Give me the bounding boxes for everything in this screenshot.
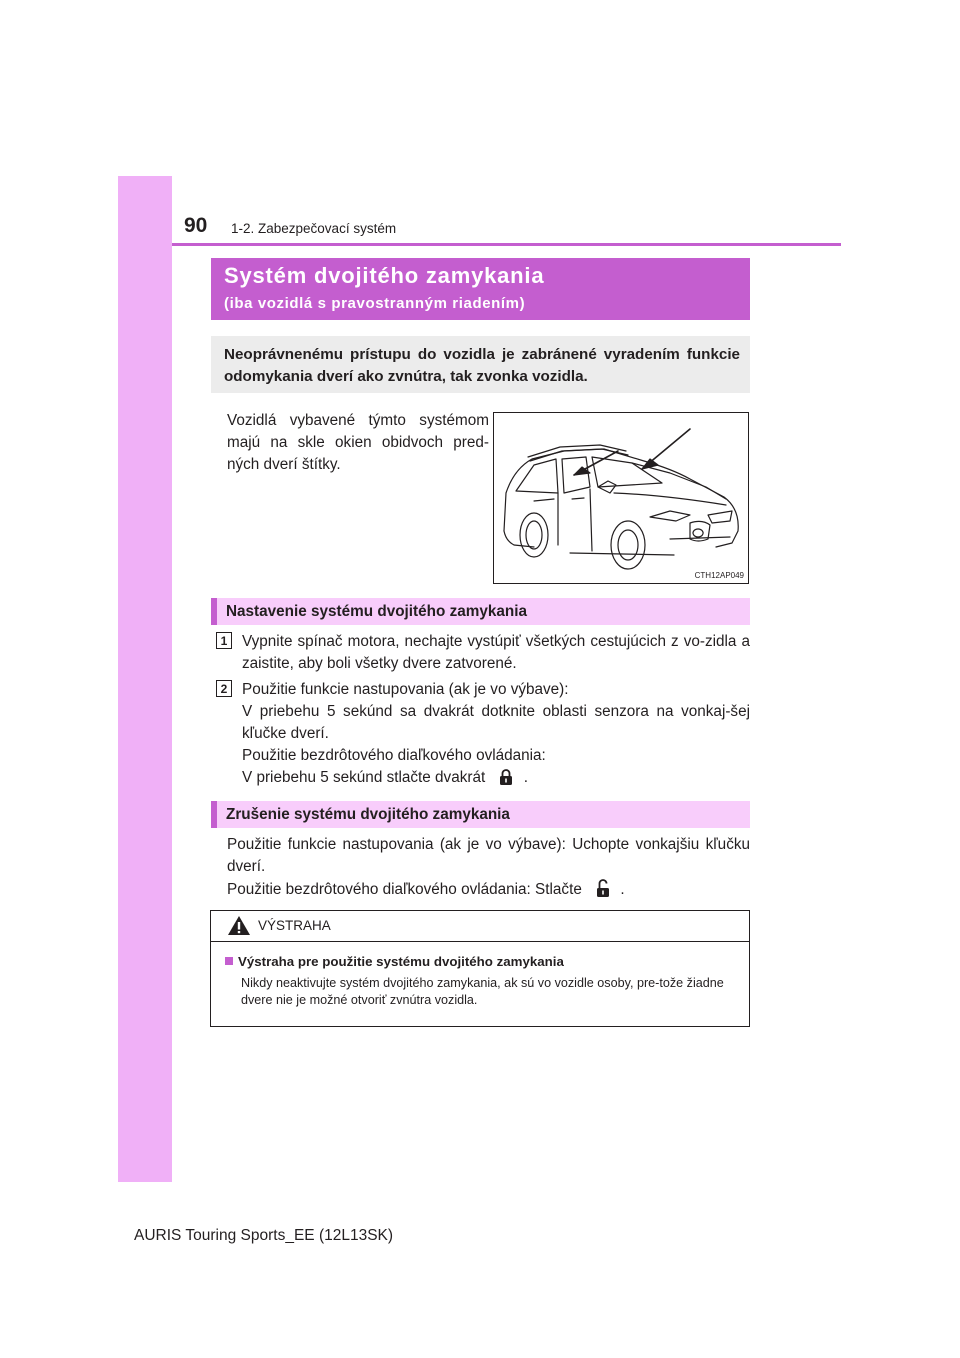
side-tab [118,176,172,1182]
warning-text: Nikdy neaktivujte systém dvojitého zamykania, ak sú vo vozidle osoby, pre-tože žiadne dvere nie je možné otvoriť zvnútra vozidla. [241,976,724,1007]
step-2-line-2: V priebehu 5 sekúnd sa dvakrát dotknite oblasti senzora na vonkaj-šej kľučke dverí. [242,703,750,742]
step-2-line-4 [242,767,750,789]
bullet-square-icon [225,957,233,965]
footer: AURIS Touring Sports_EE (12L13SK) [134,1227,394,1244]
step-2-line-1: Použitie funkcie nastupovania (ak je vo výbave): [242,681,569,698]
warning-triangle-icon [227,915,251,936]
title-box [211,258,750,320]
warning-header [211,911,749,942]
lock-open-icon [596,878,610,898]
step-number-2: 2 [216,680,232,697]
section-accent-bar [211,598,217,625]
setting-section-header [211,598,750,625]
cancel-text [227,834,750,901]
cancel-line-2-text: Použitie bezdrôtového diaľkového ovládania: Stlačte [227,881,582,898]
intro-box [211,336,750,393]
warning-box [210,910,750,1027]
lock-closed-icon [499,768,513,786]
step-2-line-4-end: . [523,769,528,786]
warning-heading [225,954,564,969]
intro-text: Neoprávnenému prístupu do vozidla je zabránené vyradením funkcie odomykania dverí ako zvnútra, tak zvonka vozidla. [224,346,740,385]
section-accent-bar [211,801,217,828]
cancel-line-2 [227,878,750,901]
step-2-line-3: Použitie bezdrôtového diaľkového ovládania: [242,747,546,764]
cancel-line-1: Použitie funkcie nastupovania (ak je vo výbave): Uchopte vonkajšiu kľučku dverí. [227,836,750,875]
vehicles-text: Vozidlá vybavené týmto systémom majú na skle okien obidvoch pred-ných dverí štítky. [227,412,489,473]
step-1-text: Vypnite spínač motora, nechajte vystúpiť všetkých cestujúcich z vo-zidla a zaistite, aby boli všetky dvere zatvorené. [242,633,750,672]
step-2-line-4-text: V priebehu 5 sekúnd stlačte dvakrát [242,769,486,786]
page-subtitle: (iba vozidlá s pravostranným riadením) [224,295,526,312]
section-header: 1-2. Zabezpečovací systém [231,221,397,236]
step-number-1: 1 [216,632,232,649]
cancel-section-title: Zrušenie systému dvojitého zamykania [226,806,510,823]
figure-code: CTH12AP049 [694,571,744,580]
cancel-line-2-end: . [620,881,625,898]
step-2-text [242,679,750,789]
warning-label: VÝSTRAHA [258,918,331,933]
car-figure [493,412,749,584]
page-number: 90 [184,214,208,237]
header-rule [172,243,841,246]
warning-heading-text: Výstraha pre použitie systému dvojitého zamykania [238,954,564,969]
car-illustration-icon [494,413,748,583]
cancel-section-header [211,801,750,828]
setting-section-title: Nastavenie systému dvojitého zamykania [226,603,527,620]
page-title: Systém dvojitého zamykania [224,263,545,288]
